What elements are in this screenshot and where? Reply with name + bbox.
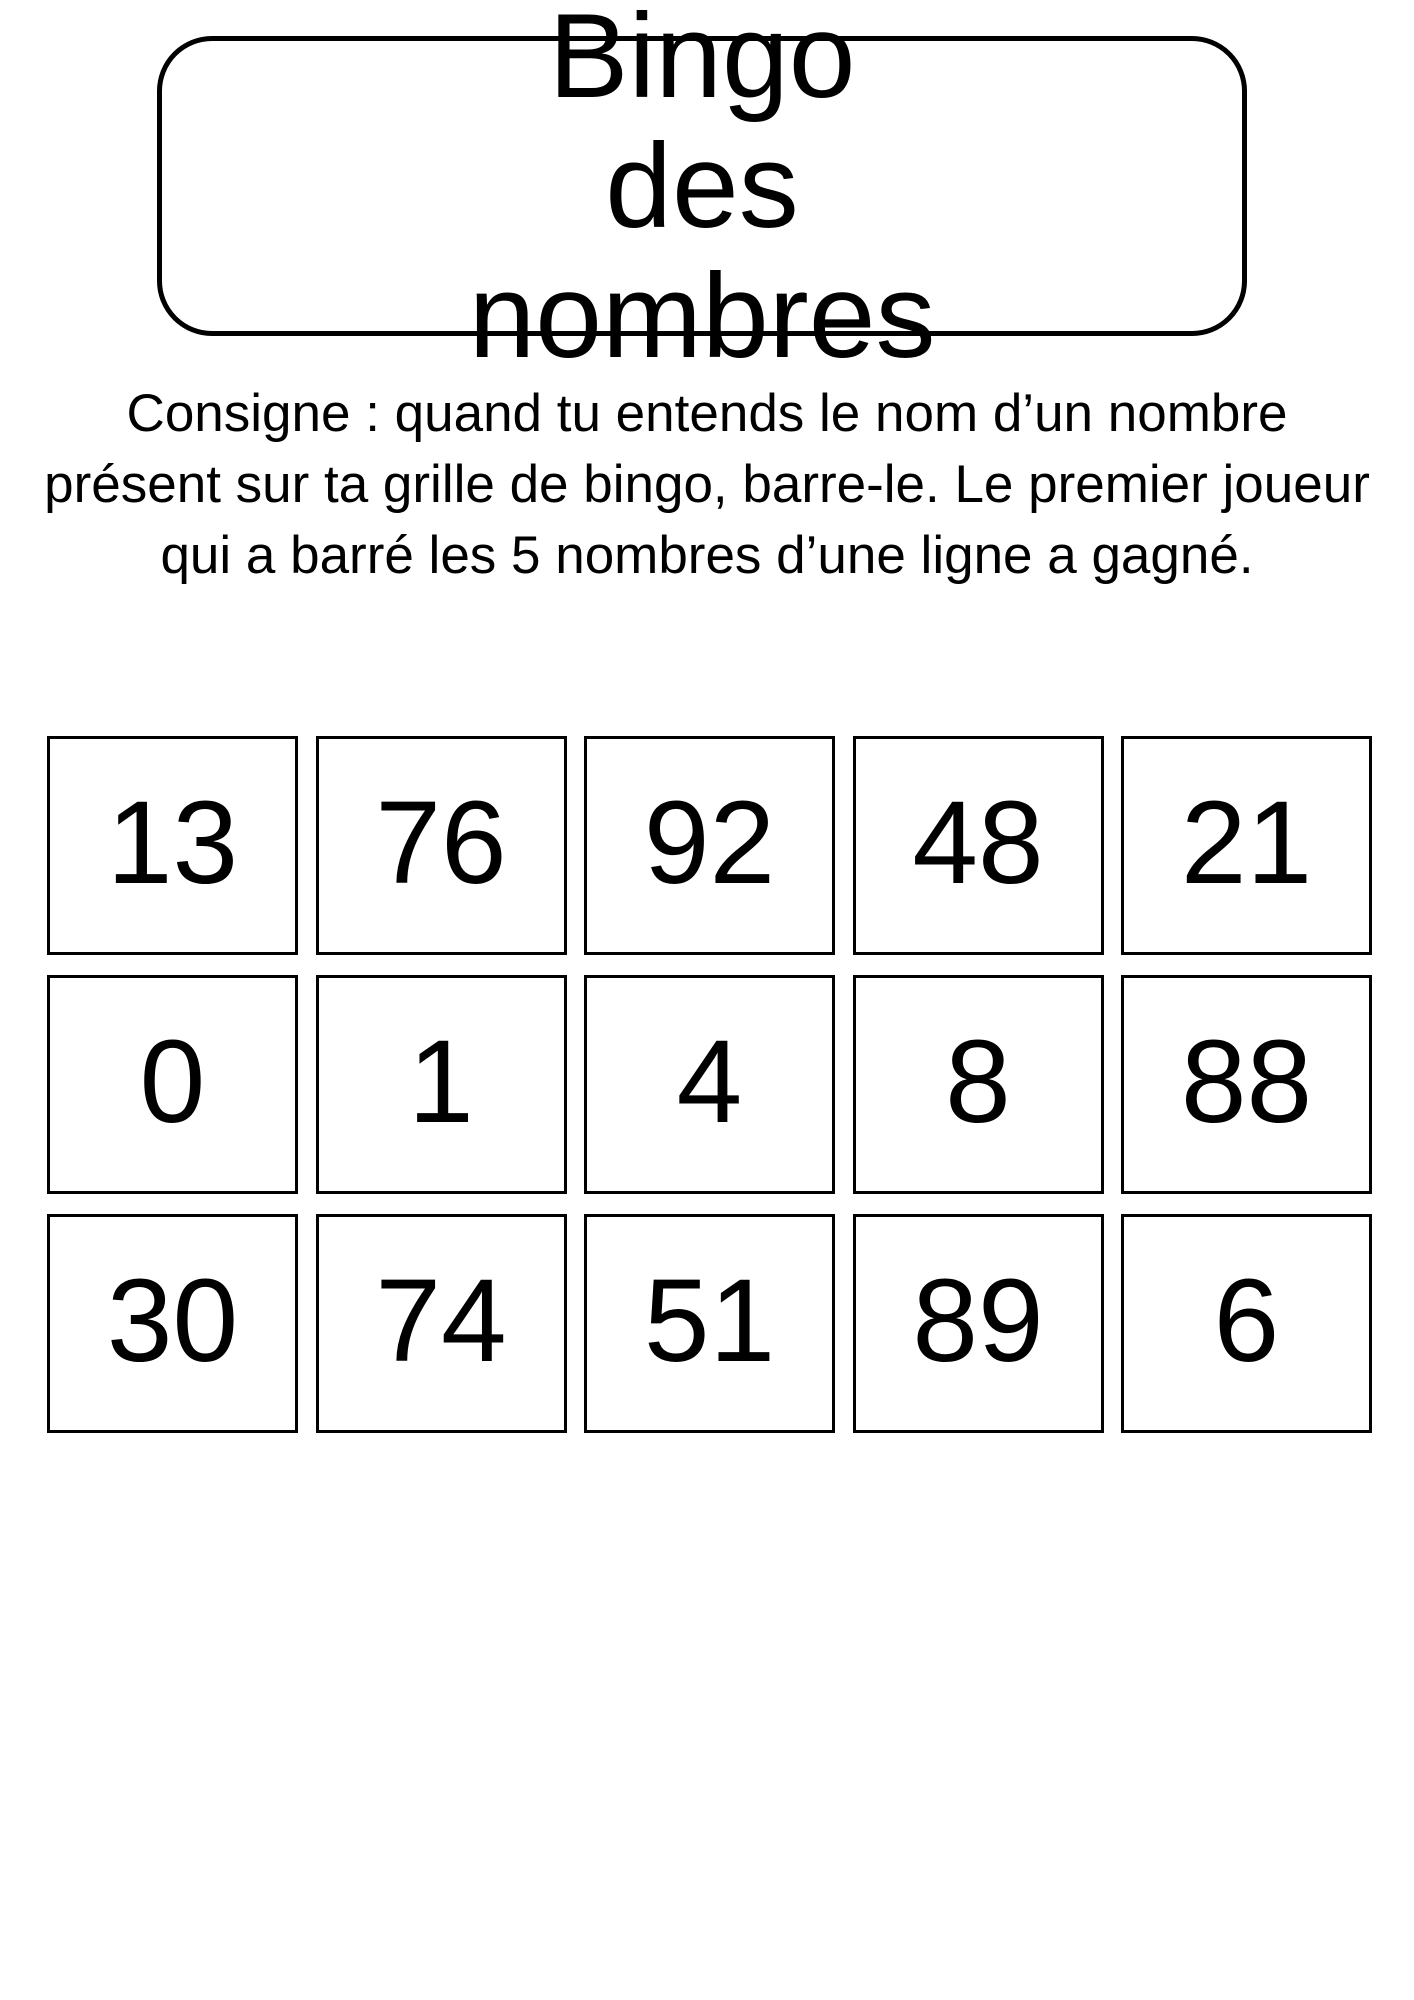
- bingo-cell[interactable]: 30: [47, 1214, 298, 1433]
- title-box: [157, 0, 1247, 383]
- bingo-cell[interactable]: 8: [853, 975, 1104, 1194]
- page-title: Bingo des nombres: [468, 0, 936, 383]
- bingo-cell[interactable]: 1: [316, 975, 567, 1194]
- bingo-cell[interactable]: 51: [584, 1214, 835, 1433]
- instructions-text: Consigne : quand tu entends le nom d’un nombre présent sur ta grille de bingo, barre-le. Le premier joueur qui a barré les 5 nombres d’une ligne a gagné.: [44, 384, 1370, 585]
- bingo-grid: [47, 736, 1372, 1433]
- bingo-cell[interactable]: 92: [584, 736, 835, 955]
- bingo-cell[interactable]: 88: [1121, 975, 1372, 1194]
- bingo-cell[interactable]: 13: [47, 736, 298, 955]
- bingo-cell[interactable]: 6: [1121, 1214, 1372, 1433]
- bingo-cell[interactable]: 4: [584, 975, 835, 1194]
- bingo-cell[interactable]: 89: [853, 1214, 1104, 1433]
- bingo-cell[interactable]: 0: [47, 975, 298, 1194]
- bingo-cell[interactable]: 21: [1121, 736, 1372, 955]
- bingo-cell[interactable]: 76: [316, 736, 567, 955]
- bingo-cell[interactable]: 48: [853, 736, 1104, 955]
- bingo-cell[interactable]: 74: [316, 1214, 567, 1433]
